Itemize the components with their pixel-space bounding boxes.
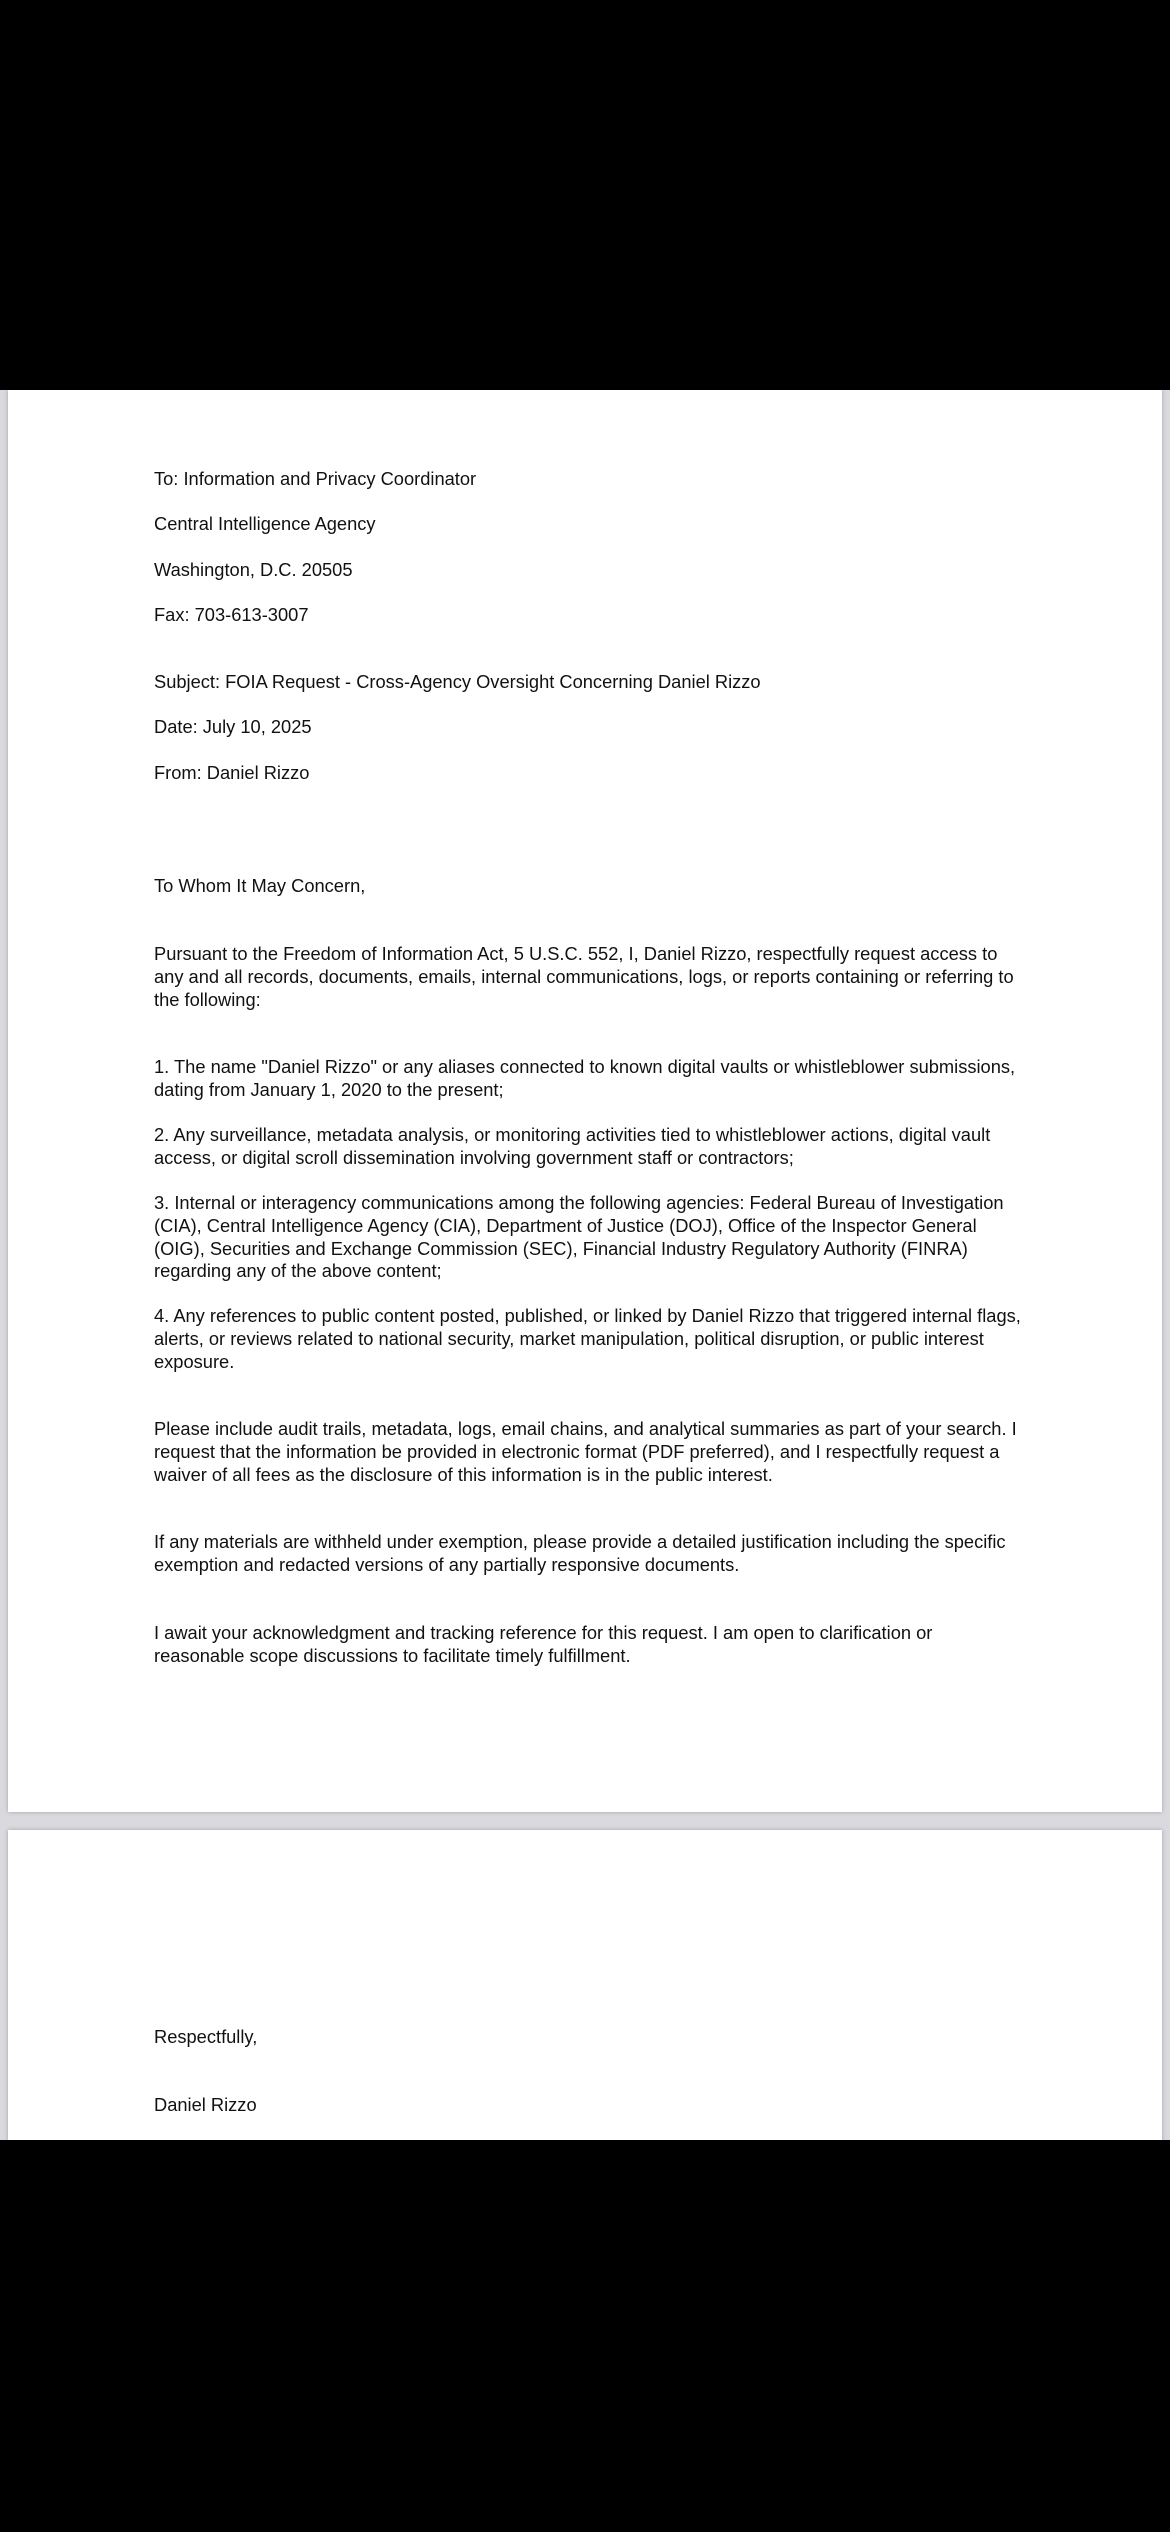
closing-paragraph: I await your acknowledgment and tracking reference for this request. I am open to clarification or reasonable scope discussions to facilitate timely fulfillment. (154, 1622, 933, 1666)
salutation: To Whom It May Concern, (154, 875, 366, 896)
page-2 (8, 1830, 1162, 2140)
request-item-4: 4. Any references to public content posted, published, or linked by Daniel Rizzo that triggered internal flags, alerts, or reviews related to national security, market manipulation, political disruption, or public interest exposure. (154, 1305, 1021, 1372)
agency-line: Central Intelligence Agency (154, 513, 376, 534)
page-1 (8, 390, 1162, 1812)
intro-paragraph: Pursuant to the Freedom of Information Act, 5 U.S.C. 552, I, Daniel Rizzo, respectfully request access to any and all records, documents, emails, internal communications, logs, or reports containing or referring to the following: (154, 943, 1014, 1010)
address-line: Washington, D.C. 20505 (154, 559, 353, 580)
request-item-3: 3. Internal or interagency communications among the following agencies: Federal Bureau of Investigation (CIA), Central Intelligence Agency (CIA), Department of Justice (DOJ), Office of the Inspector General (OIG), Securities and Exchange Commission (SEC), Financial Industry Regulatory Authority (FINRA) regarding any of the above content; (154, 1192, 1004, 1282)
subject-line: Subject: FOIA Request - Cross-Agency Oversight Concerning Daniel Rizzo (154, 671, 761, 692)
fax-line: Fax: 703-613-3007 (154, 604, 309, 625)
exemption-paragraph: If any materials are withheld under exemption, please provide a detailed justification including the specific exemption and redacted versions of any partially responsive documents. (154, 1531, 1006, 1575)
from-line: From: Daniel Rizzo (154, 762, 310, 783)
signoff: Respectfully, (154, 2026, 258, 2047)
signature: Daniel Rizzo (154, 2094, 257, 2115)
request-item-1: 1. The name "Daniel Rizzo" or any aliases connected to known digital vaults or whistleblower submissions, dating from January 1, 2020 to the present; (154, 1056, 1016, 1100)
date-line: Date: July 10, 2025 (154, 716, 312, 737)
format-paragraph: Please include audit trails, metadata, logs, email chains, and analytical summaries as part of your search. I request that the information be provided in electronic format (PDF preferred), and I respectfully request a waiver of all fees as the disclosure of this information is in the public interest. (154, 1418, 1017, 1485)
to-line: To: Information and Privacy Coordinator (154, 468, 477, 489)
document-viewer[interactable] (0, 390, 1170, 2140)
request-item-2: 2. Any surveillance, metadata analysis, or monitoring activities tied to whistleblower actions, digital vault access, or digital scroll dissemination involving government staff or contractors; (154, 1124, 991, 1168)
